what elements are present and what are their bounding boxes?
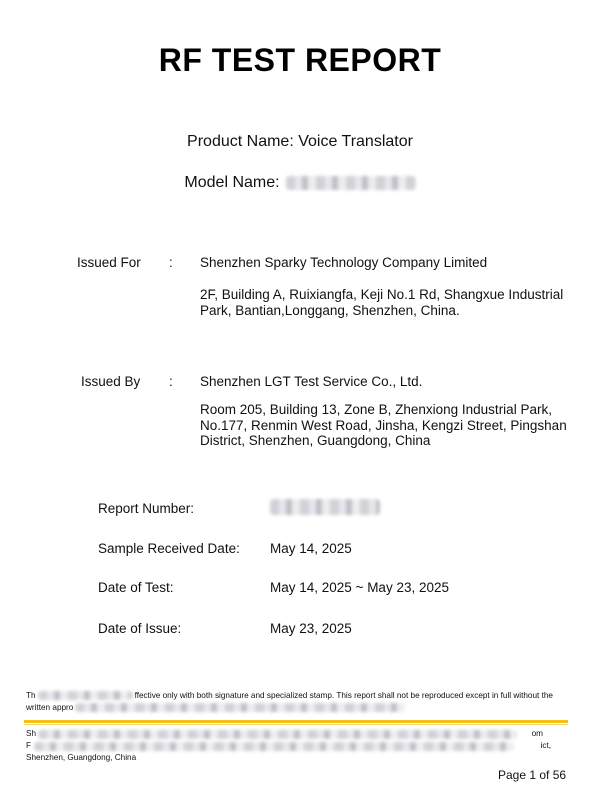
report-number-redacted <box>270 499 380 515</box>
footer-divider-thin <box>24 724 568 725</box>
report-number-value <box>270 499 380 515</box>
lab-address-line2-redacted <box>34 742 514 751</box>
sample-received-label: Sample Received Date: <box>98 541 240 556</box>
report-title: RF TEST REPORT <box>158 42 442 78</box>
sample-received-value: May 14, 2025 <box>270 541 352 556</box>
lab-address-footer <box>26 728 571 764</box>
lab-address-line2-end: ict, <box>540 741 551 750</box>
validity-note-middle: ffective only with both signature and specialized stamp. This report shall not be reproduced except in full without the <box>134 691 553 700</box>
validity-note-line-1 <box>26 690 571 702</box>
report-number-label: Report Number: <box>98 501 195 516</box>
model-name-redacted <box>286 176 416 190</box>
issued-for-address: 2F, Building A, Ruixiangfa, Keji No.1 Rd, Shangxue Industrial Park, Bantian,Longgang, Shenzhen, China. <box>200 287 564 318</box>
model-name-line <box>0 174 600 192</box>
issued-by-address: Room 205, Building 13, Zone B, Zhenxiong Industrial Park, No.177, Renmin West Road, Jinsha, Kengzi Street, Pingshan District, Shenzhen, Guangdong, China <box>200 402 567 448</box>
validity-note-line2-start: written appro <box>26 703 74 712</box>
product-name-value: Voice Translator <box>298 133 413 150</box>
validity-note-line-2 <box>26 702 571 714</box>
validity-note <box>26 690 571 714</box>
lab-address-line-1 <box>26 728 571 740</box>
lab-address-line3: Shenzhen, Guangdong, China <box>26 753 137 762</box>
date-of-issue-label: Date of Issue: <box>98 621 182 636</box>
issued-for-label: Issued For <box>77 255 141 270</box>
product-name-line <box>0 133 600 151</box>
issued-by-label: Issued By <box>81 374 141 389</box>
issued-by-company: Shenzhen LGT Test Service Co., Ltd. <box>200 374 423 389</box>
validity-note-line2-redacted <box>75 703 405 712</box>
date-of-test-value: May 14, 2025 ~ May 23, 2025 <box>270 580 449 595</box>
lab-address-line-2 <box>26 740 571 752</box>
validity-note-redacted <box>38 691 133 700</box>
lab-address-line2-start: F <box>26 741 32 750</box>
date-of-issue-value: May 23, 2025 <box>270 621 352 636</box>
issued-for-colon: : <box>169 255 173 270</box>
product-name-label: Product Name: <box>187 133 294 150</box>
validity-note-start: Th <box>26 691 36 700</box>
lab-address-line-3 <box>26 752 571 764</box>
lab-address-line1-start: Sh <box>26 729 37 738</box>
issued-by-colon: : <box>169 374 173 389</box>
page-number: Page 1 of 56 <box>498 768 567 782</box>
lab-address-line1-redacted <box>38 730 518 739</box>
model-name-label: Model Name: <box>184 174 280 191</box>
footer-divider <box>24 720 568 723</box>
date-of-test-label: Date of Test: <box>98 580 174 595</box>
lab-address-line1-end: om <box>531 729 543 738</box>
issued-for-company: Shenzhen Sparky Technology Company Limited <box>200 255 488 270</box>
